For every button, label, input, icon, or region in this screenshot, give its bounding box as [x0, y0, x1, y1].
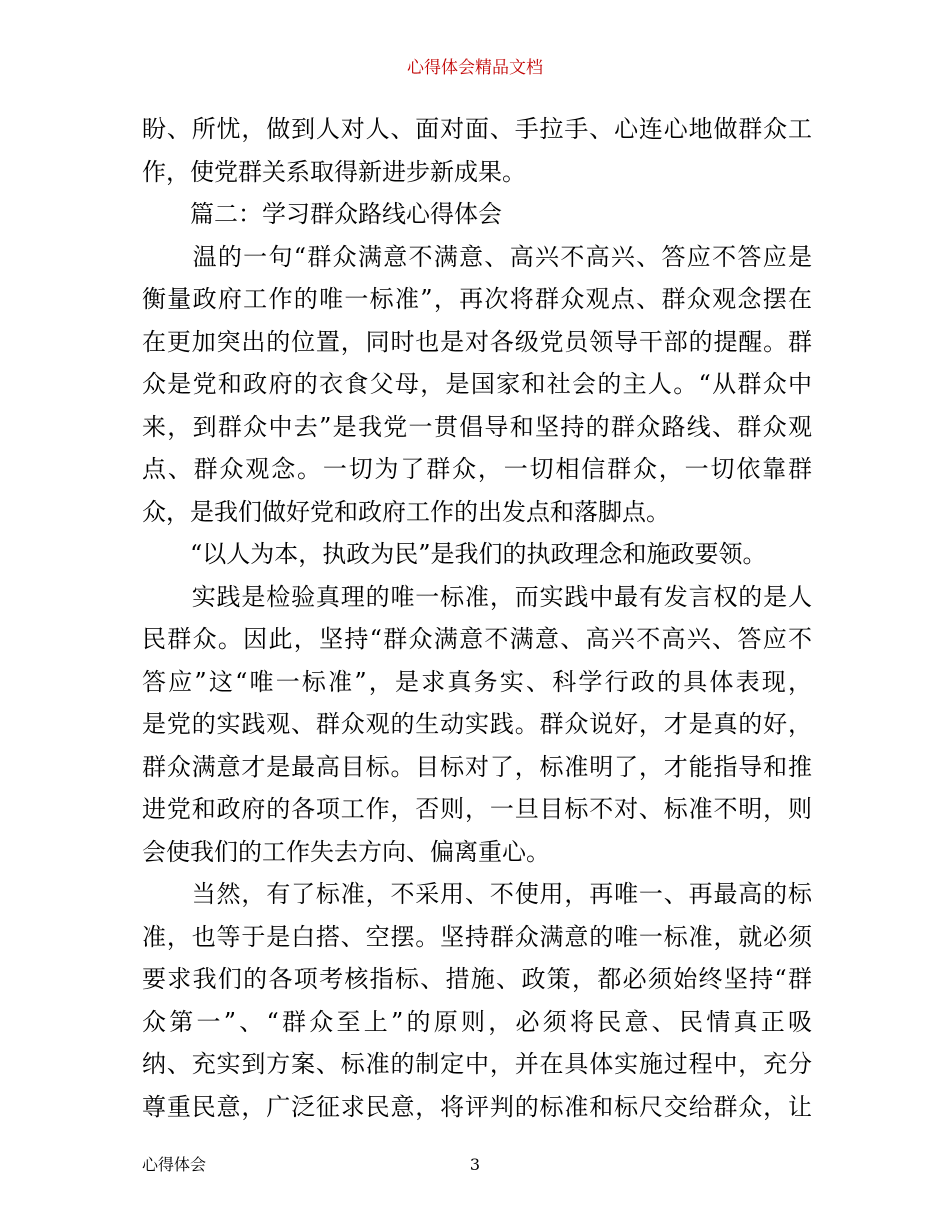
document-header: 心得体会精品文档	[407, 58, 543, 78]
footer-label: 心得体会	[142, 1155, 207, 1174]
body-line: 点、群众观念。一切为了群众，一切相信群众，一切依靠群	[142, 455, 812, 483]
body-line: 尊重民意，广泛征求民意，将评判的标准和标尺交给群众，让	[142, 1092, 812, 1121]
body-line: 民群众。因此，坚持“群众满意不满意、高兴不高兴、答应不	[142, 625, 812, 653]
body-line: 答应”这“唯一标准”，是求真务实、科学行政的具体表现，	[142, 667, 812, 696]
body-line: 众是党和政府的衣食父母，是国家和社会的主人。“从群众中	[142, 370, 812, 398]
body-line: 会使我们的工作失去方向、偏离重心。	[142, 837, 550, 866]
section-heading: 篇二：学习群众路线心得体会	[142, 200, 502, 228]
body-line: 准，也等于是白搭、空摆。坚持群众满意的唯一标准，就必须	[142, 922, 812, 951]
body-line: 群众满意才是最高目标。目标对了，标准明了，才能指导和推	[142, 752, 812, 781]
body-line: 作，使党群关系取得新进步新成果。	[142, 157, 526, 186]
body-line: “以人为本，执政为民”是我们的执政理念和施政要领。	[142, 540, 767, 568]
body-line: 实践是检验真理的唯一标准，而实践中最有发言权的是人	[142, 582, 812, 611]
body-line: 纳、充实到方案、标准的制定中，并在具体实施过程中，充分	[142, 1050, 812, 1078]
body-line: 盼、所忧，做到人对人、面对面、手拉手、心连心地做群众工	[142, 115, 812, 143]
body-line: 当然，有了标准，不采用、不使用，再唯一、再最高的标	[142, 880, 812, 908]
body-line: 来，到群众中去”是我党一贯倡导和坚持的群众路线、群众观	[142, 412, 812, 441]
body-line: 是党的实践观、群众观的生动实践。群众说好，才是真的好，	[142, 710, 812, 738]
page-number: 3	[469, 1155, 481, 1174]
body-line: 衡量政府工作的唯一标准”，再次将群众观点、群众观念摆在	[142, 285, 812, 313]
body-line: 在更加突出的位置，同时也是对各级党员领导干部的提醒。群	[142, 327, 812, 356]
body-line: 进党和政府的各项工作，否则，一旦目标不对、标准不明，则	[142, 795, 812, 823]
body-line: 温的一句“群众满意不满意、高兴不高兴、答应不答应是	[142, 242, 812, 271]
body-line: 要求我们的各项考核指标、措施、政策，都必须始终坚持“群	[142, 965, 812, 993]
body-line: 众，是我们做好党和政府工作的出发点和落脚点。	[142, 497, 670, 526]
body-line: 众第一”、“群众至上”的原则，必须将民意、民情真正吸	[142, 1007, 812, 1036]
document-body	[142, 108, 812, 1128]
